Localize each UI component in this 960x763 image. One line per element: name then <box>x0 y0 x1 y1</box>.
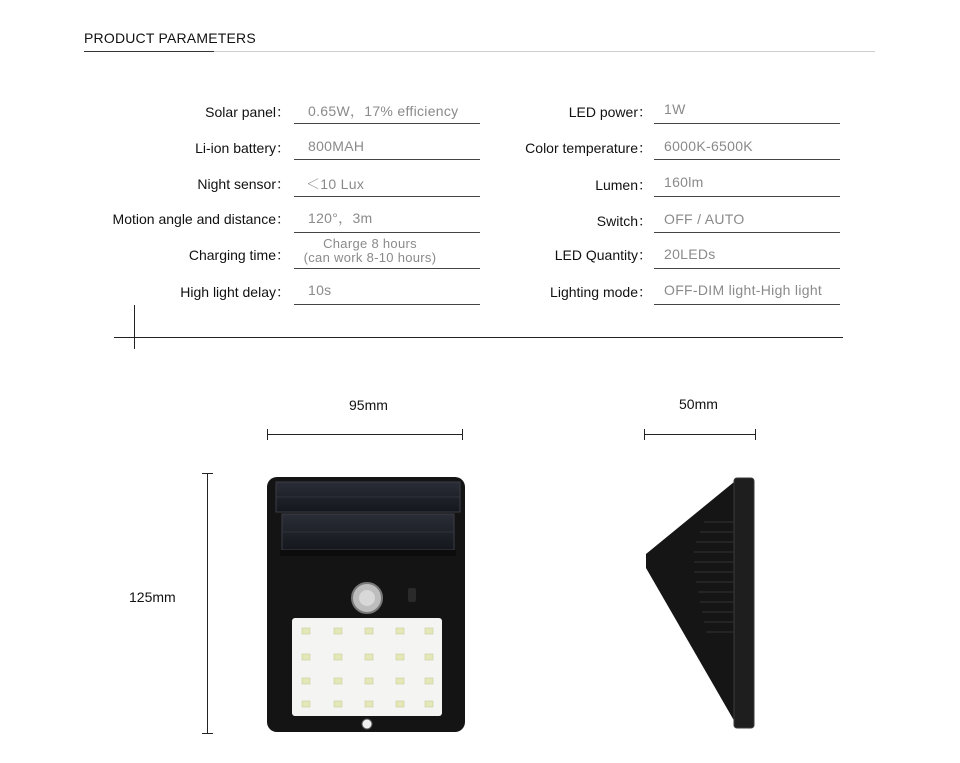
param-label-lighting-mode: Lighting mode： <box>550 284 652 300</box>
param-label-led-quantity: LED Quantity： <box>554 247 652 263</box>
param-value-motion: 120°，3m <box>308 210 373 226</box>
param-underline <box>294 123 480 124</box>
param-label-led-power: LED power： <box>568 104 652 120</box>
dimension-depth-label: 50mm <box>679 396 718 412</box>
param-underline <box>294 159 480 160</box>
param-underline <box>654 232 840 233</box>
param-value-line: Charge 8 hours <box>323 236 417 251</box>
dimension-tick <box>202 473 213 474</box>
param-label-night-sensor: Night sensor： <box>197 176 290 192</box>
dimension-height-label: 125mm <box>129 589 176 605</box>
param-label-color-temperature: Color temperature： <box>525 140 652 156</box>
param-value-lighting-mode: OFF-DIM light-High light <box>664 282 823 298</box>
dimension-tick <box>267 429 268 440</box>
param-label-solar-panel: Solar panel： <box>205 104 290 120</box>
dimension-depth-line <box>644 434 756 435</box>
param-label-battery: Li-ion battery： <box>195 140 290 156</box>
param-label-lumen: Lumen： <box>595 177 652 193</box>
param-value-solar-panel: 0.65W，17% efficiency <box>308 103 459 119</box>
header-divider-accent <box>84 51 214 52</box>
param-value-switch: OFF / AUTO <box>664 211 745 227</box>
param-underline <box>654 268 840 269</box>
dimension-tick <box>462 429 463 440</box>
dimension-tick <box>755 429 756 440</box>
param-value-night-sensor: ＜10 Lux <box>306 176 365 192</box>
param-underline <box>654 123 840 124</box>
param-value-high-light-delay: 10s <box>308 282 332 298</box>
dimension-width-line <box>267 434 463 435</box>
param-value-lumen: 160lm <box>664 174 704 190</box>
dimension-tick <box>644 429 645 440</box>
param-value-line: (can work 8-10 hours) <box>303 250 437 265</box>
param-underline <box>294 196 480 197</box>
solar-light-front-image <box>266 476 468 734</box>
param-value-led-power: 1W <box>664 101 686 117</box>
param-underline <box>294 268 480 269</box>
dimension-width-label: 95mm <box>349 397 388 413</box>
param-underline <box>294 304 480 305</box>
param-label-high-light-delay: High light delay： <box>180 284 290 300</box>
param-label-motion: Motion angle and distance： <box>112 211 290 227</box>
param-underline <box>294 232 480 233</box>
param-label-charging-time: Charging time： <box>188 247 290 263</box>
param-label-switch: Switch： <box>596 213 652 229</box>
section-divider-tick <box>134 305 135 349</box>
page-title: PRODUCT PARAMETERS <box>84 30 256 46</box>
param-value-color-temperature: 6000K-6500K <box>664 138 753 154</box>
section-divider <box>114 337 843 338</box>
dimension-tick <box>202 733 213 734</box>
param-value-led-quantity: 20LEDs <box>664 246 716 262</box>
param-underline <box>654 304 840 305</box>
param-underline <box>654 196 840 197</box>
param-value-battery: 800MAH <box>308 138 365 154</box>
param-value-charging-time <box>300 237 440 265</box>
param-underline <box>654 159 840 160</box>
solar-light-side-image <box>644 476 756 730</box>
dimension-height-line <box>207 473 208 734</box>
